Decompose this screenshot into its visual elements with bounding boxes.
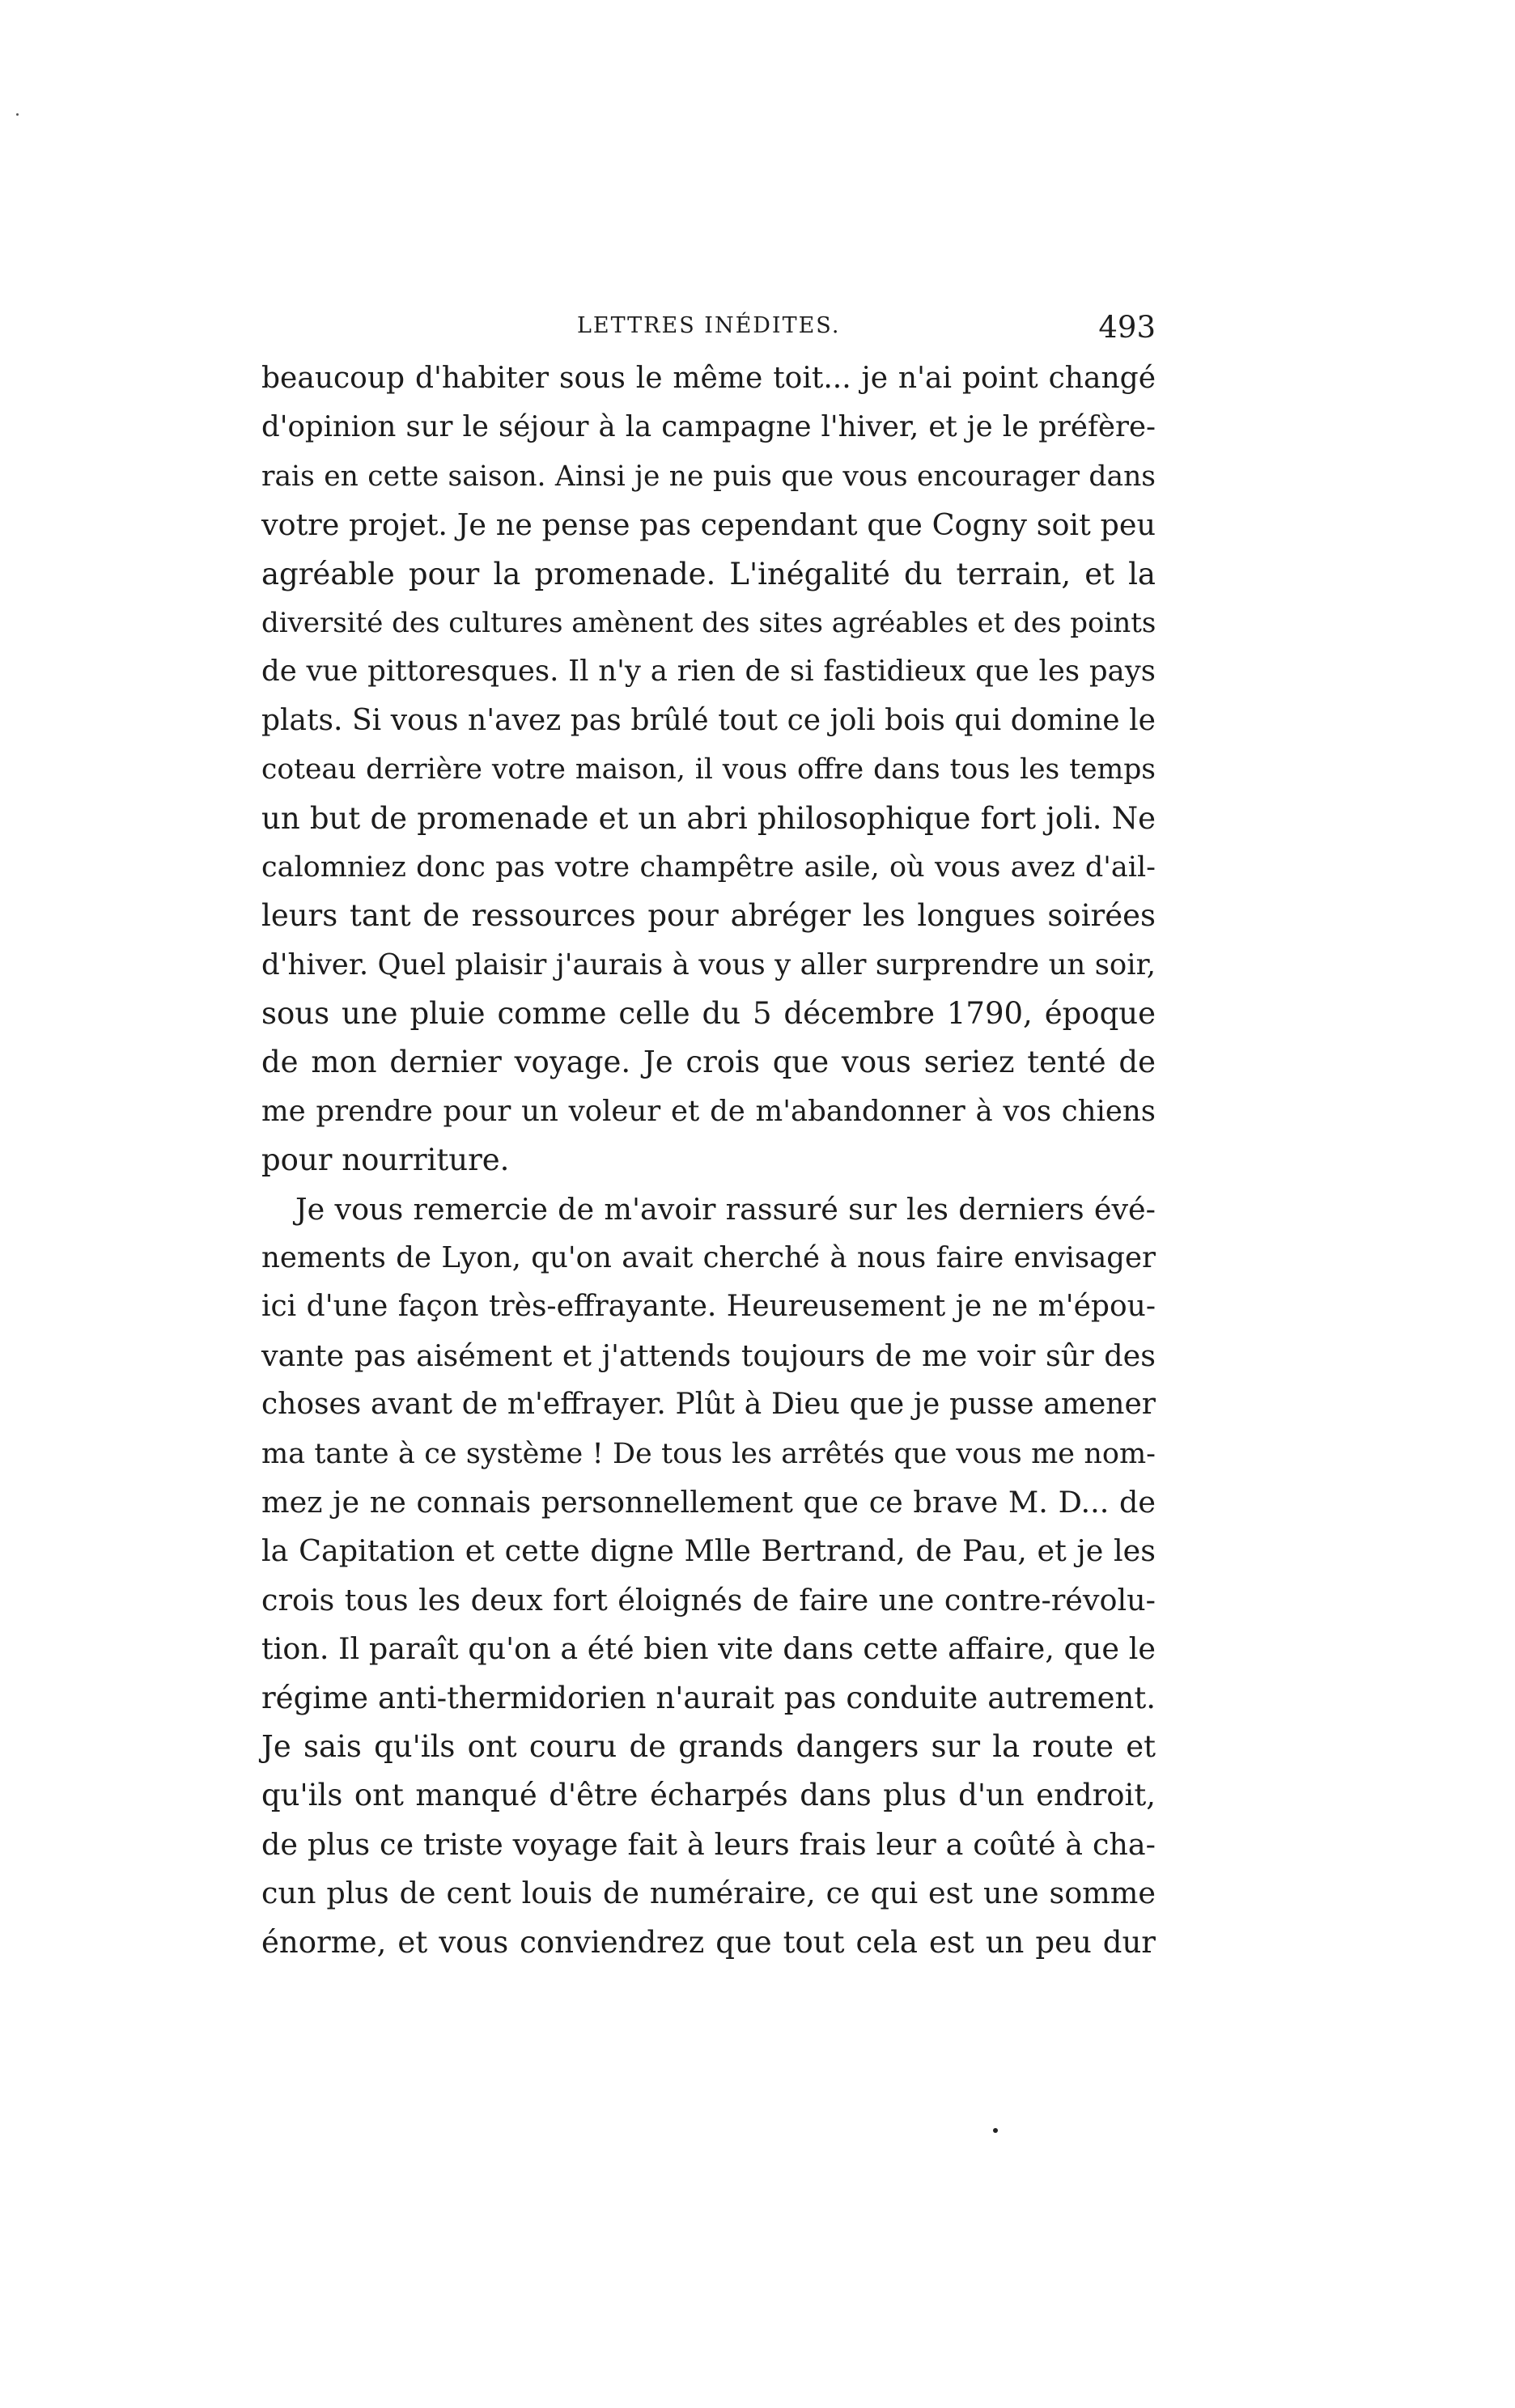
text-line: ici d'une façon très-effrayante. Heureusement je ne m'épou- (261, 1290, 1156, 1324)
text-line: choses avant de m'effrayer. Plût à Dieu que je pusse amener (261, 1388, 1156, 1422)
text-line: vante pas aisément et j'attends toujours de me voir sûr des (261, 1338, 1156, 1373)
text-line: Je sais qu'ils ont couru de grands dangers sur la route et (261, 1728, 1156, 1764)
text-line: nements de Lyon, qu'on avait cherché à nous faire envisager (261, 1241, 1156, 1275)
text-line: me prendre pour un voleur et de m'abandonner à vos chiens (261, 1094, 1156, 1128)
text-line: calomniez donc pas votre champêtre asile, où vous avez d'ail- (261, 850, 1156, 884)
ink-speck (16, 113, 19, 116)
text-line: d'opinion sur le séjour à la campagne l'hiver, et je le préfère- (261, 410, 1156, 444)
text-line: pour nourriture. (261, 1143, 510, 1178)
paragraph-1 (261, 354, 1156, 1185)
text-line: plats. Si vous n'avez pas brûlé tout ce joli bois qui domine le (261, 703, 1156, 737)
text-line: énorme, et vous conviendrez que tout cela est un peu dur (261, 1924, 1156, 1960)
text-line: tion. Il paraît qu'on a été bien vite dans cette affaire, que le (261, 1631, 1156, 1667)
page-number: 493 (1098, 310, 1156, 345)
text-line: de mon dernier voyage. Je crois que vous seriez tenté de (261, 1045, 1156, 1080)
text-line: de plus ce triste voyage fait à leurs frais leur a coûté à cha- (261, 1826, 1156, 1862)
running-title: LETTRES INÉDITES. (577, 313, 841, 338)
text-line: diversité des cultures amènent des sites agréables et des points (261, 606, 1156, 639)
text-line: régime anti-thermidorien n'aurait pas conduite autrement. (261, 1680, 1156, 1715)
text-line: sous une pluie comme celle du 5 décembre 1790, époque (261, 996, 1156, 1032)
text-line: ma tante à ce système ! De tous les arrêtés que vous me nom- (261, 1437, 1156, 1470)
text-line: coteau derrière votre maison, il vous offre dans tous les temps (261, 753, 1156, 786)
text-line: cun plus de cent louis de numéraire, ce qui est une somme (261, 1876, 1156, 1911)
text-line: de vue pittoresques. Il n'y a rien de si fastidieux que les pays (261, 655, 1156, 689)
text-line: qu'ils ont manqué d'être écharpés dans plus d'un endroit, (261, 1778, 1156, 1813)
body-text (261, 354, 1156, 1967)
text-line: d'hiver. Quel plaisir j'aurais à vous y aller surprendre un soir, (261, 948, 1156, 981)
text-line: rais en cette saison. Ainsi je ne puis que vous encourager dans (261, 460, 1156, 493)
text-line: leurs tant de ressources pour abréger les longues soirées (261, 898, 1156, 934)
text-line: la Capitation et cette digne Mlle Bertrand, de Pau, et je les (261, 1533, 1156, 1569)
text-line: Je vous remercie de m'avoir rassuré sur les derniers évé- (295, 1191, 1156, 1227)
text-line: mez je ne connais personnellement que ce brave M. D... de (261, 1484, 1156, 1520)
text-line: agréable pour la promenade. L'inégalité du terrain, et la (261, 556, 1156, 591)
paragraph-2 (261, 1185, 1156, 1967)
text-line: crois tous les deux fort éloignés de faire une contre-révolu- (261, 1582, 1156, 1617)
text-line: votre projet. Je ne pense pas cependant que Cogny soit peu (261, 507, 1156, 543)
running-head (261, 310, 1156, 350)
text-line: un but de promenade et un abri philosophique fort joli. Ne (261, 800, 1156, 836)
text-line: beaucoup d'habiter sous le même toit... je n'ai point changé (261, 362, 1156, 395)
ink-speck (993, 2128, 998, 2133)
